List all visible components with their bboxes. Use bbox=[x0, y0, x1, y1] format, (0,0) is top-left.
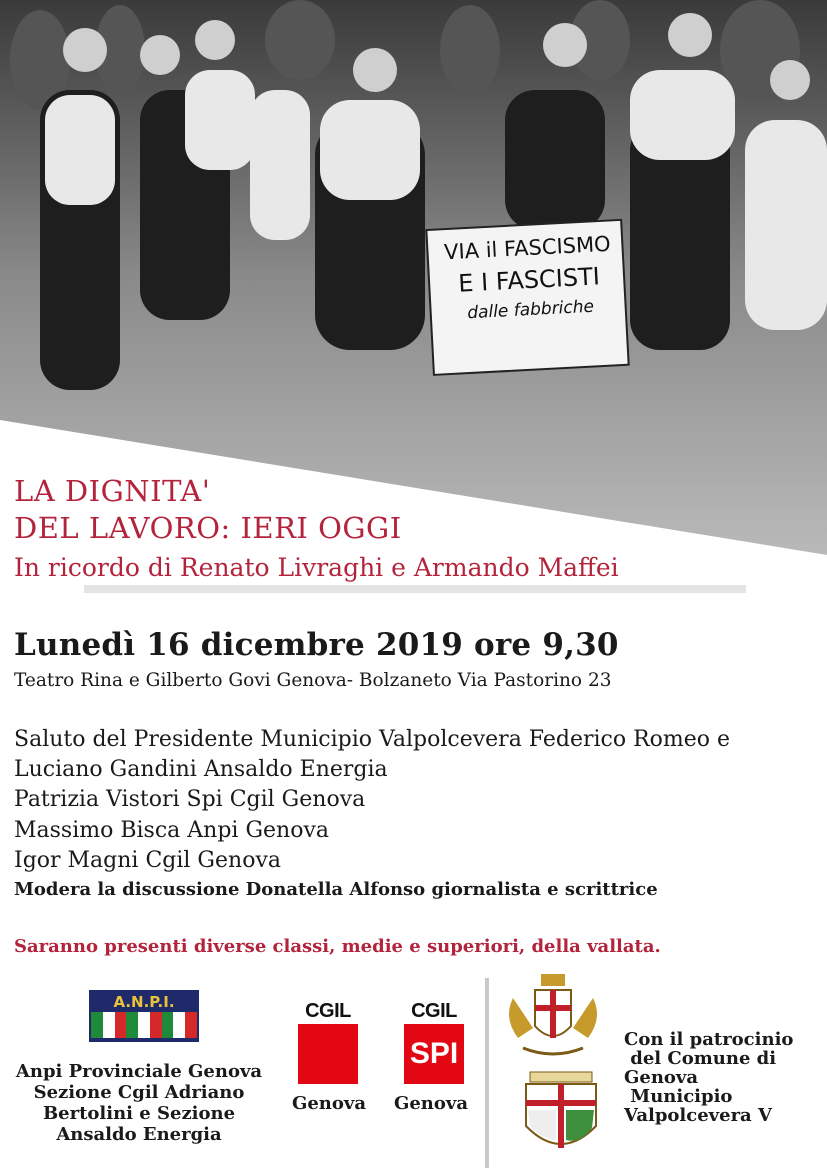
anpi-logo bbox=[89, 990, 199, 1042]
patronage-caption bbox=[624, 1030, 824, 1125]
event-title-line1: LA DIGNITA' bbox=[14, 474, 211, 508]
anpi-caption-line: Bertolini e Sezione bbox=[42, 1103, 236, 1124]
anpi-flag-stripes bbox=[91, 1012, 197, 1038]
cgil-logo bbox=[298, 1000, 358, 1084]
speaker-line: Saluto del Presidente Municipio Valpolcevera Federico Romeo e bbox=[14, 727, 731, 752]
sign-line-3: dalle fabbriche bbox=[466, 296, 595, 324]
patronage-line: Municipio bbox=[624, 1086, 733, 1107]
spi-top-text: CGIL bbox=[411, 1000, 457, 1022]
speaker-line: Massimo Bisca Anpi Genova bbox=[14, 818, 330, 843]
anpi-caption bbox=[4, 1061, 274, 1145]
protest-sign bbox=[432, 223, 627, 373]
speaker-line: Luciano Gandini Ansaldo Energia bbox=[14, 757, 388, 782]
patronage-line: del Comune di bbox=[624, 1048, 777, 1069]
anpi-badge-text: A.N.P.I. bbox=[113, 993, 175, 1011]
classes-note: Saranno presenti diverse classi, medie e superiori, della vallata. bbox=[14, 936, 661, 957]
spi-caption: Genova bbox=[393, 1093, 469, 1114]
cgil-red-square bbox=[298, 1024, 358, 1084]
patronage-line: Genova bbox=[624, 1067, 699, 1088]
spi-cgil-logo bbox=[404, 1000, 464, 1084]
cgil-caption: Genova bbox=[291, 1093, 367, 1114]
subtitle-underline bbox=[84, 585, 746, 593]
anpi-caption-line: Ansaldo Energia bbox=[56, 1124, 222, 1145]
municipio-crest-icon bbox=[520, 1070, 602, 1160]
event-venue: Teatro Rina e Gilberto Govi Genova- Bolzaneto Via Pastorino 23 bbox=[14, 670, 612, 691]
anpi-caption-line: Anpi Provinciale Genova bbox=[15, 1061, 263, 1082]
genova-coat-of-arms-icon bbox=[503, 968, 603, 1060]
speaker-line: Igor Magni Cgil Genova bbox=[14, 848, 281, 873]
patronage-line: Con il patrocinio bbox=[624, 1029, 794, 1050]
patronage-line: Valpolcevera V bbox=[624, 1105, 772, 1126]
moderator-line: Modera la discussione Donatella Alfonso giornalista e scrittrice bbox=[14, 879, 658, 900]
vertical-divider bbox=[485, 978, 489, 1168]
sign-line-1: VIA il FASCISMO bbox=[443, 231, 612, 265]
cgil-logo-text: CGIL bbox=[305, 1000, 351, 1022]
event-subtitle: In ricordo di Renato Livraghi e Armando Maffei bbox=[14, 553, 619, 582]
spi-text: SPI bbox=[409, 1037, 459, 1070]
event-date: Lunedì 16 dicembre 2019 ore 9,30 bbox=[14, 627, 619, 663]
event-title-line2: DEL LAVORO: IERI OGGI bbox=[14, 511, 402, 545]
spi-red-square bbox=[404, 1024, 464, 1084]
speaker-line: Patrizia Vistori Spi Cgil Genova bbox=[14, 787, 366, 812]
sign-line-2: E I FASCISTI bbox=[457, 262, 601, 298]
anpi-caption-line: Sezione Cgil Adriano bbox=[33, 1082, 245, 1103]
